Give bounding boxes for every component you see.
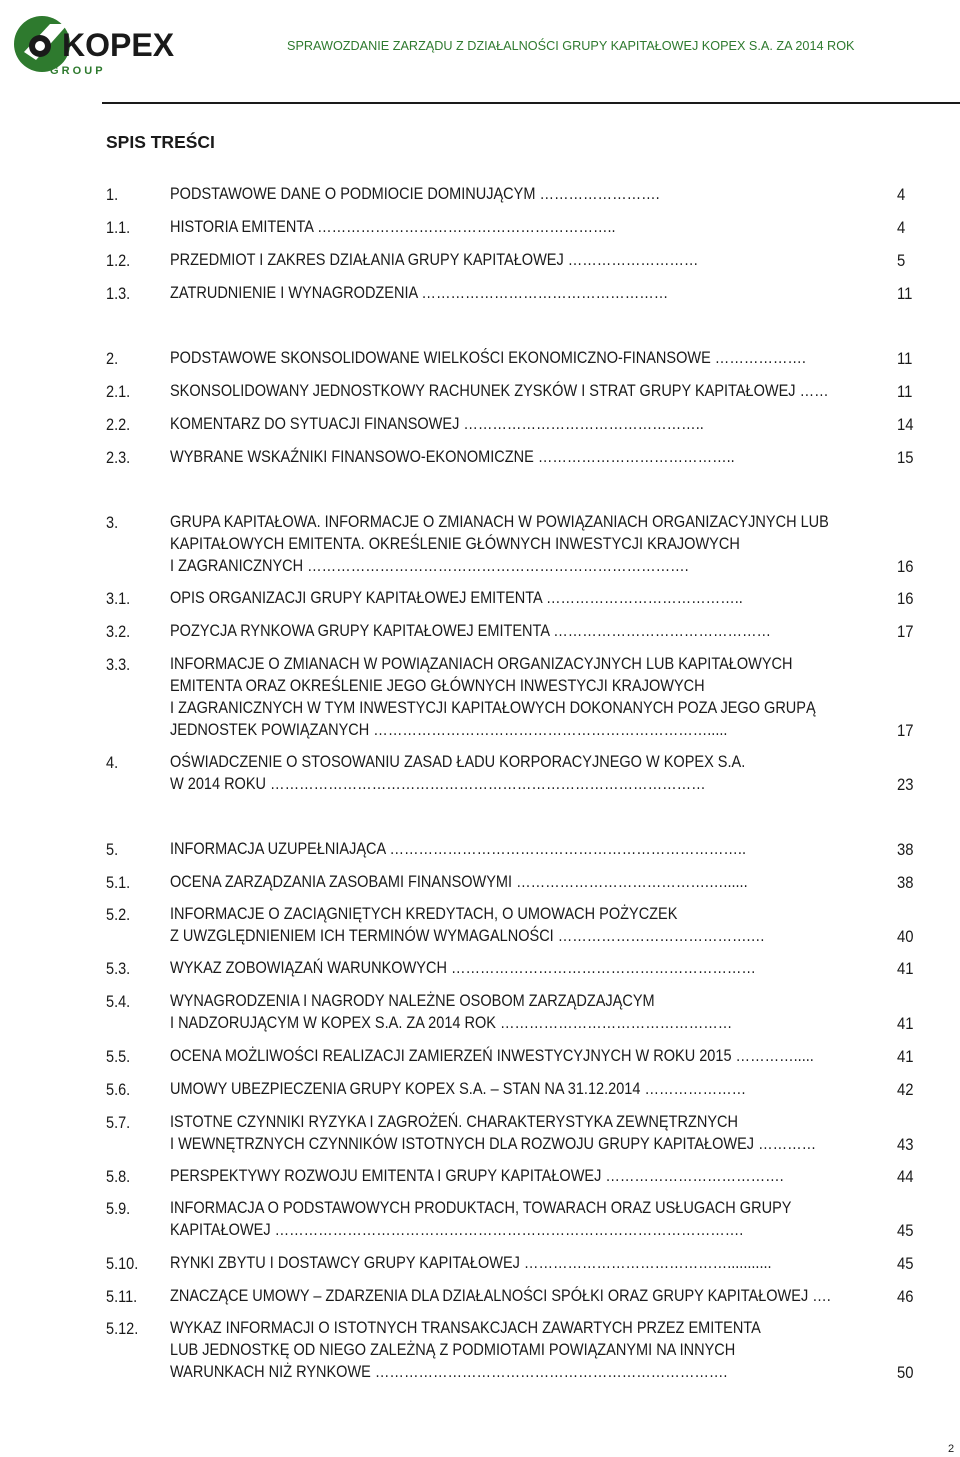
toc-entry-page: 23 bbox=[897, 776, 914, 794]
toc-entry-title bbox=[170, 446, 735, 468]
toc-entry-title-line: KAPITAŁOWEJ ……………………………………………………………………………………. bbox=[170, 1221, 744, 1239]
toc-entry-title bbox=[170, 282, 668, 304]
toc-entry-title-line: INFORMACJE O ZMIANACH W POWIĄZANIACH ORGANIZACYJNYCH LUB KAPITAŁOWYCH bbox=[170, 655, 793, 673]
toc-entry-page: 11 bbox=[897, 285, 913, 303]
toc-entry-page: 38 bbox=[897, 874, 914, 892]
toc-entry-title-line: I NADZORUJĄCYM W KOPEX S.A. ZA 2014 ROK ………………………………………… bbox=[170, 1014, 733, 1032]
toc-entry-title-line: PERSPEKTYWY ROZWOJU EMITENTA I GRUPY KAPITAŁOWEJ ………………………………. bbox=[170, 1167, 784, 1185]
toc-entry-title bbox=[170, 751, 745, 795]
toc-entry-title-line: INFORMACJE O ZACIĄGNIĘTYCH KREDYTACH, O UMOWACH POŻYCZEK bbox=[170, 905, 678, 923]
toc-entry-page: 40 bbox=[897, 928, 914, 946]
toc-entry-title-line: Z UWZGLĘDNIENIEM ICH TERMINÓW WYMAGALNOŚCI ………………………………….… bbox=[170, 927, 766, 945]
toc-entry-title-line: PODSTAWOWE SKONSOLIDOWANE WIELKOŚCI EKONOMICZNO-FINANSOWE ………………. bbox=[170, 349, 806, 367]
toc-entry-title-line: UMOWY UBEZPIECZENIA GRUPY KOPEX S.A. – STAN NA 31.12.2014 ………………… bbox=[170, 1080, 747, 1098]
toc-entry-page: 44 bbox=[897, 1168, 914, 1186]
toc-entry-page: 42 bbox=[897, 1081, 914, 1099]
toc-entry-title bbox=[170, 957, 756, 979]
toc-entry-title-line: ZNACZĄCE UMOWY – ZDARZENIA DLA DZIAŁALNOŚCI SPÓŁKI ORAZ GRUPY KAPITAŁOWEJ …. bbox=[170, 1287, 831, 1305]
footer-page-number: 2 bbox=[948, 1443, 955, 1455]
toc-entry-title-line: ISTOTNE CZYNNIKI RYZYKA I ZAGROŻEŃ. CHARAKTERYSTYKA ZEWNĘTRZNYCH bbox=[170, 1113, 738, 1131]
toc-entry-page: 41 bbox=[897, 960, 914, 978]
toc-entry-page: 45 bbox=[897, 1255, 914, 1273]
toc-entry-title-line: LUB JEDNOSTKĘ OD NIEGO ZALEŻNĄ Z PODMIOTAMI POWIĄZANYMI NA INNYCH bbox=[170, 1341, 736, 1359]
toc-entry-number: 1. bbox=[106, 186, 119, 204]
logo-wordmark: KOPEX bbox=[62, 27, 175, 63]
toc-entry-number: 5.12. bbox=[106, 1320, 139, 1338]
toc-entry-title-line: WYBRANE WSKAŹNIKI FINANSOWO-EKONOMICZNE ………………………………….. bbox=[170, 448, 735, 466]
toc-entry-page: 15 bbox=[897, 449, 914, 467]
toc-entry-title-line: JEDNOSTEK POWIĄZANYCH ……………………………………………………………..... bbox=[170, 721, 728, 739]
toc-entry-title-line: EMITENTA ORAZ OKREŚLENIE JEGO GŁÓWNYCH INWESTYCJI KRAJOWYCH bbox=[170, 677, 705, 695]
report-title: SPRAWOZDANIE ZARZĄDU Z DZIAŁALNOŚCI GRUPY KAPITAŁOWEJ KOPEX S.A. ZA 2014 ROK bbox=[287, 38, 855, 53]
toc-entry-title bbox=[170, 838, 746, 860]
toc-entry-number: 4. bbox=[106, 754, 119, 772]
toc-entry-title bbox=[170, 871, 748, 893]
toc-entry-page: 43 bbox=[897, 1136, 914, 1154]
toc-heading: SPIS TREŚCI bbox=[106, 132, 215, 152]
toc-entry-title-line: OCENA ZARZĄDZANIA ZASOBAMI FINANSOWYMI ………………………………….…...... bbox=[170, 873, 748, 891]
toc-entry-title-line: I ZAGRANICZNYCH ……………………………………………………………………. bbox=[170, 557, 689, 575]
toc-entry-number: 5.1. bbox=[106, 874, 131, 892]
toc-entry-title-line: WARUNKACH NIŻ RYNKOWE ………………………………………………………………. bbox=[170, 1363, 728, 1381]
toc-entry-page: 11 bbox=[897, 383, 913, 401]
toc-entry-title-line: GRUPA KAPITAŁOWA. INFORMACJE O ZMIANACH W POWIĄZANIACH ORGANIZACYJNYCH LUB bbox=[170, 513, 829, 531]
toc-entry-number: 3.1. bbox=[106, 590, 131, 608]
toc-entry-number: 3. bbox=[106, 514, 119, 532]
toc-entry-title-line: WYKAZ INFORMACJI O ISTOTNYCH TRANSAKCJACH ZAWARTYCH PRZEZ EMITENTA bbox=[170, 1319, 761, 1337]
toc-entry-title-line: KOMENTARZ DO SYTUACJI FINANSOWEJ ………………………………………….. bbox=[170, 415, 704, 433]
toc-entry-page: 14 bbox=[897, 416, 914, 434]
toc-entry-page: 38 bbox=[897, 841, 914, 859]
toc-entry-title bbox=[170, 380, 829, 402]
toc-entry-title bbox=[170, 511, 829, 577]
toc-entry-number: 5.4. bbox=[106, 993, 131, 1011]
toc-entry-number: 3.2. bbox=[106, 623, 131, 641]
toc-entry-title bbox=[170, 1317, 761, 1383]
toc-entry-number: 1.3. bbox=[106, 285, 131, 303]
toc-entry-title bbox=[170, 249, 698, 271]
toc-entry-title-line: HISTORIA EMITENTA …………………………………………………….. bbox=[170, 218, 616, 236]
toc-entry-page: 17 bbox=[897, 623, 914, 641]
toc-entry-page: 17 bbox=[897, 722, 914, 740]
toc-entry-title bbox=[170, 1252, 772, 1274]
toc-entry-title-line: I WEWNĘTRZNYCH CZYNNIKÓW ISTOTNYCH DLA ROZWOJU GRUPY KAPITAŁOWEJ ………… bbox=[170, 1135, 817, 1153]
toc-entry-title bbox=[170, 903, 765, 947]
toc-entry-title-line: PRZEDMIOT I ZAKRES DZIAŁANIA GRUPY KAPITAŁOWEJ ……………………… bbox=[170, 251, 699, 269]
toc-entry-number: 5.7. bbox=[106, 1114, 131, 1132]
toc-entry-page: 46 bbox=[897, 1288, 914, 1306]
toc-entry-number: 5.3. bbox=[106, 960, 131, 978]
toc-entry-number: 5.10. bbox=[106, 1255, 139, 1273]
toc-entry-page: 41 bbox=[897, 1048, 914, 1066]
toc-entry-page: 4 bbox=[897, 186, 906, 204]
toc-entry-title-line: PODSTAWOWE DANE O PODMIOCIE DOMINUJĄCYM ……………………. bbox=[170, 185, 660, 203]
toc-entry-number: 5. bbox=[106, 841, 119, 859]
toc-entry-number: 3.3. bbox=[106, 656, 131, 674]
toc-entry-number: 1.1. bbox=[106, 219, 131, 237]
toc-entry-title-line: OŚWIADCZENIE O STOSOWANIU ZASAD ŁADU KORPORACYJNEGO W KOPEX S.A. bbox=[170, 753, 746, 771]
toc-entry-title-line: OCENA MOŻLIWOŚCI REALIZACJI ZAMIERZEŃ INWESTYCYJNYCH W ROKU 2015 …………..... bbox=[170, 1047, 814, 1065]
toc-entry-page: 4 bbox=[897, 219, 906, 237]
toc-entry-title-line: INFORMACJA O PODSTAWOWYCH PRODUKTACH, TOWARACH ORAZ USŁUGACH GRUPY bbox=[170, 1199, 792, 1217]
toc-entry-title-line: RYNKI ZBYTU I DOSTAWCY GRUPY KAPITAŁOWEJ ……………………………………........... bbox=[170, 1254, 772, 1272]
toc-entry-title-line: INFORMACJA UZUPEŁNIAJĄCA ……………………………………………………………….. bbox=[170, 840, 747, 858]
toc-entry-title bbox=[170, 347, 806, 369]
toc-entry-title bbox=[170, 1045, 814, 1067]
toc-entry-page: 16 bbox=[897, 590, 914, 608]
toc-entry-title-line: KAPITAŁOWYCH EMITENTA. OKREŚLENIE GŁÓWNYCH INWESTYCJI KRAJOWYCH bbox=[170, 535, 740, 553]
toc-entry-number: 5.8. bbox=[106, 1168, 131, 1186]
toc-entry-title bbox=[170, 1285, 831, 1307]
toc-entry-page: 41 bbox=[897, 1015, 914, 1033]
toc-entry-page: 45 bbox=[897, 1222, 914, 1240]
toc-entry-title bbox=[170, 413, 704, 435]
toc-entry-number: 5.5. bbox=[106, 1048, 131, 1066]
toc-entry-title bbox=[170, 653, 816, 741]
toc-entry-number: 2. bbox=[106, 350, 119, 368]
toc-entry-title-line: OPIS ORGANIZACJI GRUPY KAPITAŁOWEJ EMITENTA ………………………………….. bbox=[170, 589, 743, 607]
toc-entry-page: 50 bbox=[897, 1364, 914, 1382]
toc-entry-number: 5.9. bbox=[106, 1200, 131, 1218]
toc-entry-title bbox=[170, 1078, 746, 1100]
toc-entry-title-line: I ZAGRANICZNYCH W TYM INWESTYCJI KAPITAŁOWYCH DOKONANYCH POZA JEGO GRUPĄ bbox=[170, 699, 816, 717]
toc-entry-title-line: POZYCJA RYNKOWA GRUPY KAPITAŁOWEJ EMITENTA ……………………………………… bbox=[170, 622, 772, 640]
toc-entry-number: 2.1. bbox=[106, 383, 131, 401]
toc-entry-page: 16 bbox=[897, 558, 914, 576]
toc-entry-title bbox=[170, 1111, 816, 1155]
toc-entry-page: 11 bbox=[897, 350, 913, 368]
logo-subtitle: G R O U P bbox=[50, 65, 103, 77]
toc-entry-title bbox=[170, 587, 743, 609]
toc-entry-title bbox=[170, 990, 732, 1034]
toc-entry-title-line: WYNAGRODZENIA I NAGRODY NALEŻNE OSOBOM ZARZĄDZAJĄCYM bbox=[170, 992, 655, 1010]
toc-entry-page: 5 bbox=[897, 252, 906, 270]
toc-entry-number: 5.11. bbox=[106, 1288, 138, 1306]
toc-entry-title bbox=[170, 620, 771, 642]
toc-entry-title-line: ZATRUDNIENIE I WYNAGRODZENIA …………………………………………… bbox=[170, 284, 669, 302]
toc-entry-title bbox=[170, 1197, 791, 1241]
toc-entry-number: 2.3. bbox=[106, 449, 131, 467]
toc-entry-title bbox=[170, 1165, 784, 1187]
toc-entry-title-line: WYKAZ ZOBOWIĄZAŃ WARUNKOWYCH ……………………………………………………… bbox=[170, 959, 756, 977]
toc-entry-number: 5.2. bbox=[106, 906, 131, 924]
toc-entry-title-line: SKONSOLIDOWANY JEDNOSTKOWY RACHUNEK ZYSKÓW I STRAT GRUPY KAPITAŁOWEJ …… bbox=[170, 382, 829, 400]
toc-entry-title bbox=[170, 216, 616, 238]
toc-entry-number: 1.2. bbox=[106, 252, 131, 270]
toc-entry-number: 5.6. bbox=[106, 1081, 131, 1099]
toc-entry-title bbox=[170, 183, 660, 205]
toc-entry-title-line: W 2014 ROKU ……………………………………………………………………………… bbox=[170, 775, 706, 793]
toc-entry-number: 2.2. bbox=[106, 416, 131, 434]
